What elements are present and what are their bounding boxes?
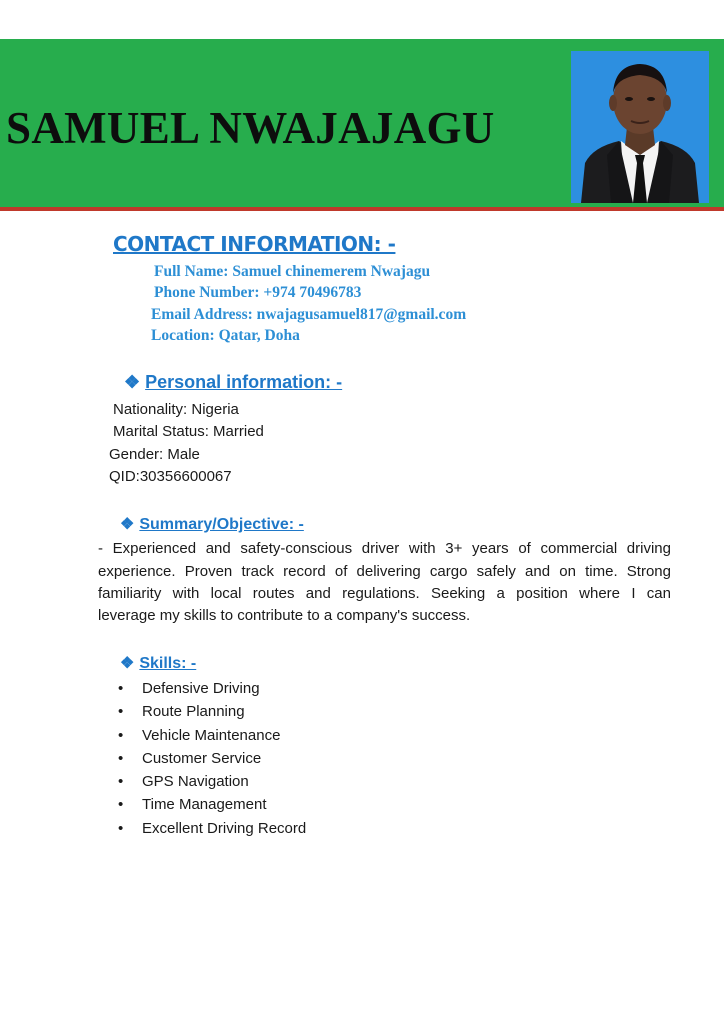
- bullet-icon: •: [118, 819, 124, 837]
- summary-line: - Experienced and safety-conscious driver with 3+ years of commercial driving: [98, 540, 671, 557]
- skill-item: [118, 793, 306, 816]
- skill-label: Time Management: [142, 796, 267, 814]
- skill-label: Vehicle Maintenance: [142, 726, 281, 744]
- bullet-icon: •: [118, 703, 124, 721]
- skill-item: [118, 724, 306, 747]
- candidate-name: SAMUEL NWAJAJAGU: [6, 103, 495, 153]
- bullet-icon: •: [118, 726, 124, 744]
- skill-item: [118, 700, 306, 723]
- summary-objective-heading: [120, 514, 304, 534]
- header-divider: [0, 207, 724, 211]
- diamond-bullet-icon: ❖: [120, 516, 135, 533]
- summary-line: leverage my skills to contribute to a company's success.: [98, 607, 471, 624]
- nationality: Nationality: Nigeria: [113, 401, 239, 418]
- skill-item: [118, 770, 306, 793]
- bullet-icon: •: [118, 680, 124, 697]
- bullet-icon: •: [118, 773, 124, 791]
- diamond-bullet-icon: ❖: [120, 655, 135, 672]
- bullet-icon: •: [118, 749, 124, 767]
- skill-label: Defensive Driving: [142, 680, 260, 697]
- marital-status: Marital Status: Married: [113, 423, 264, 440]
- skill-label: GPS Navigation: [142, 773, 249, 791]
- skills-list: [118, 677, 306, 840]
- skill-label: Route Planning: [142, 703, 245, 721]
- personal-information-heading-label: Personal information: -: [145, 372, 343, 392]
- skills-heading-label: Skills: -: [139, 655, 197, 672]
- gender: Gender: Male: [109, 446, 200, 463]
- qid: QID:30356600067: [109, 468, 232, 485]
- skill-label: Excellent Driving Record: [142, 819, 307, 837]
- summary-line: familiarity with local routes and regulations. Seeking a position where I can: [98, 585, 671, 602]
- profile-photo-portrait: [571, 51, 709, 203]
- skill-item: [118, 677, 306, 700]
- profile-photo: [571, 51, 709, 203]
- contact-location: Location: Qatar, Doha: [151, 327, 300, 344]
- contact-full-name: Full Name: Samuel chinemerem Nwajagu: [154, 263, 431, 280]
- summary-objective-heading-label: Summary/Objective: -: [139, 516, 304, 533]
- skills-heading: [120, 653, 196, 673]
- contact-information-heading: CONTACT INFORMATION: -: [113, 232, 396, 256]
- skill-label: Customer Service: [142, 749, 262, 767]
- contact-phone: Phone Number: +974 70496783: [154, 284, 362, 301]
- bullet-icon: •: [118, 796, 124, 814]
- personal-information-heading: [124, 372, 342, 393]
- skill-item: [118, 747, 306, 770]
- skill-item: [118, 817, 306, 840]
- contact-email: Email Address: nwajagusamuel817@gmail.com: [151, 306, 467, 323]
- summary-line: experience. Proven track record of delivering cargo safely and on time. Strong: [98, 563, 671, 580]
- diamond-bullet-icon: ❖: [124, 372, 141, 392]
